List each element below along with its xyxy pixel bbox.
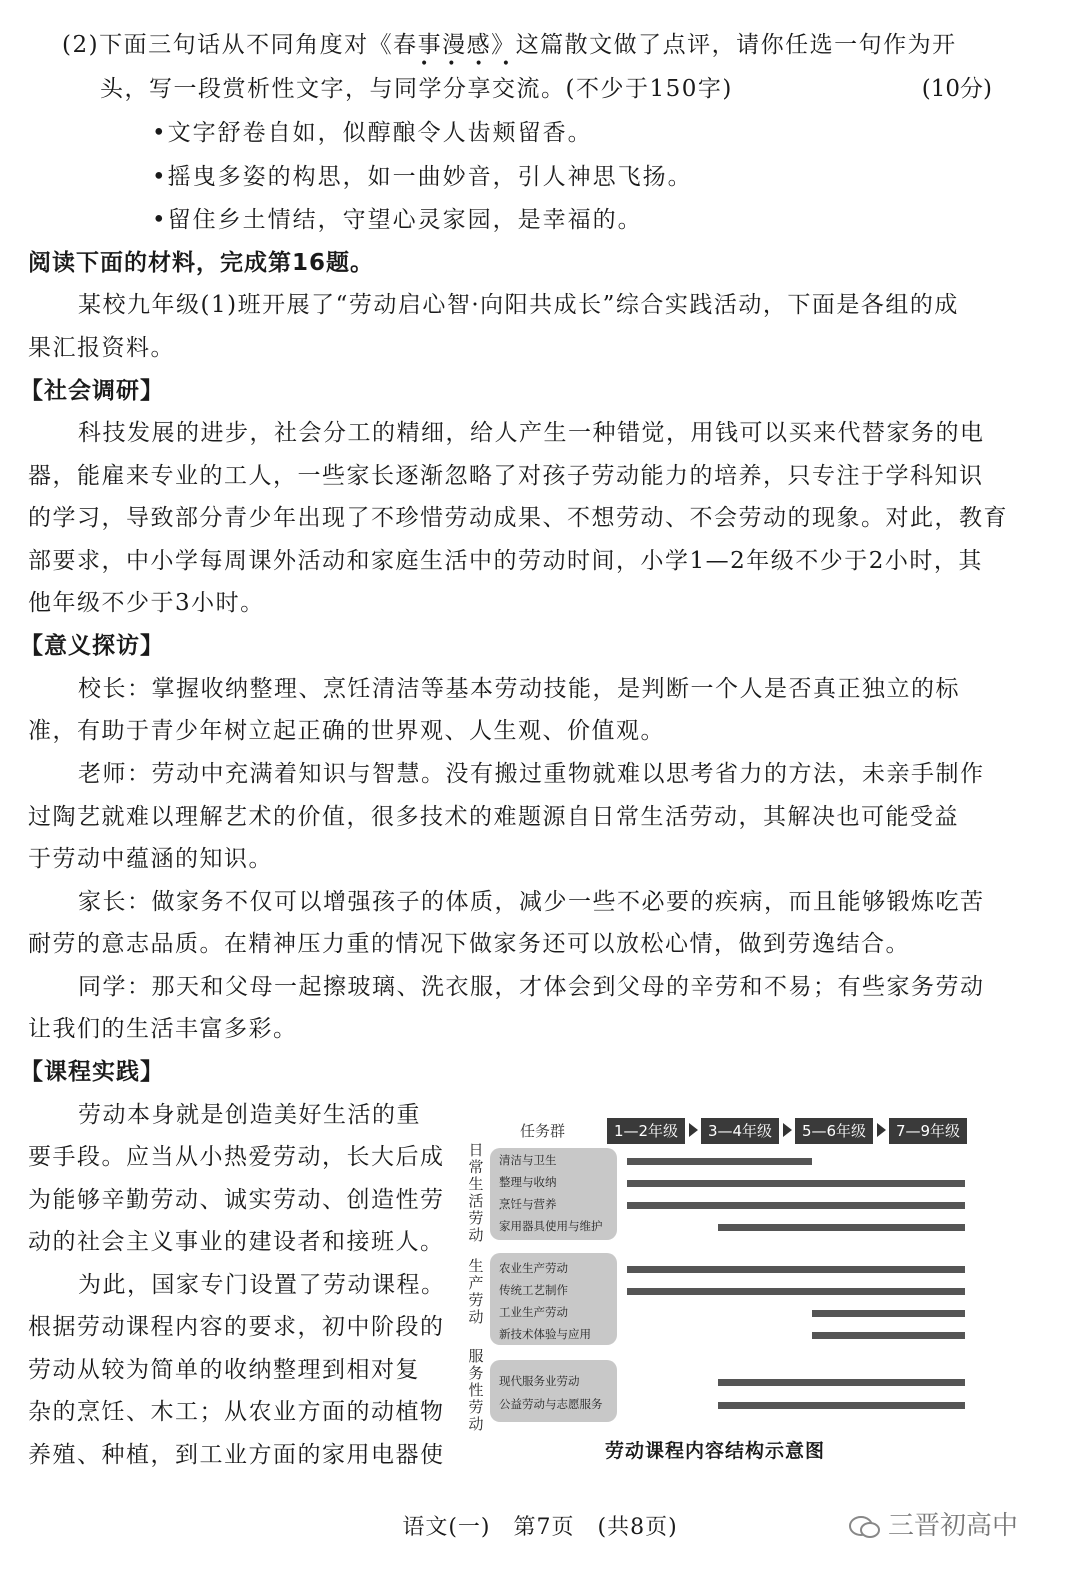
practice-line-6: 根据劳动课程内容的要求，初中阶段的 [28, 1314, 445, 1340]
gantt-bar [627, 1288, 965, 1295]
watermark-text: 三晋初高中 [888, 1511, 1019, 1541]
intro-line-2: 果汇报资料。 [28, 335, 175, 361]
task-label: 公益劳动与志愿服务 [499, 1397, 603, 1411]
survey-line-4: 部要求，中小学每周课外活动和家庭生活中的劳动时间，小学1—2年级不少于2小时，其 [28, 548, 983, 574]
interview-line-6: 家长：做家务不仅可以增强孩子的体质，减少一些不必要的疾病，而且能够锻炼吃苦 [78, 889, 985, 915]
wechat-icon [848, 1515, 882, 1539]
practice-title: 【课程实践】 [20, 1059, 164, 1085]
grade-label-2: 3—4年级 [701, 1118, 779, 1144]
interview-line-5: 于劳动中蕴涵的知识。 [28, 846, 273, 872]
gantt-bar [812, 1310, 965, 1317]
intro-line-1: 某校九年级(1)班开展了“劳动启心智·向阳共成长”综合实践活动，下面是各组的成 [78, 292, 959, 318]
task-label: 整理与收纳 [499, 1175, 557, 1189]
practice-line-3: 为能够辛勤劳动、诚实劳动、创造性劳 [28, 1187, 445, 1213]
arrow-icon [877, 1123, 886, 1137]
interview-line-8: 同学：那天和父母一起擦玻璃、洗衣服，才体会到父母的辛劳和不易；有些家务劳动 [78, 974, 985, 1000]
task-group-header: 任务群 [520, 1122, 566, 1140]
grade-label-3: 5—6年级 [795, 1118, 873, 1144]
question-score: (10分) [921, 76, 992, 102]
practice-line-8: 杂的烹饪、木工；从农业方面的动植物 [28, 1399, 445, 1425]
task-label: 农业生产劳动 [499, 1261, 568, 1275]
interview-line-7: 耐劳的意志品质。在精神压力重的情况下做家务还可以放松心情，做到劳逸结合。 [28, 931, 910, 957]
arrow-icon [783, 1123, 792, 1137]
gantt-bar [718, 1379, 965, 1386]
practice-line-9: 养殖、种植，到工业方面的家用电器使 [28, 1442, 445, 1468]
practice-line-1: 劳动本身就是创造美好生活的重 [78, 1102, 421, 1128]
interview-title: 【意义探访】 [20, 633, 164, 659]
group-title-daily: 日 常 生 活 劳 动 [468, 1141, 484, 1244]
survey-line-3: 的学习，导致部分青少年出现了不珍惜劳动成果、不想劳动、不会劳动的现象。对此，教育 [28, 505, 1008, 531]
survey-line-5: 他年级不少于3小时。 [28, 590, 265, 616]
question-line-1: (2)下面三句话从不同角度对《春事漫感》这篇散文做了点评，请你任选一句作为开 [62, 32, 957, 58]
gantt-bar [627, 1180, 965, 1187]
gantt-bar [718, 1224, 965, 1231]
arrow-icon [689, 1123, 698, 1137]
task-label: 工业生产劳动 [499, 1305, 568, 1319]
labor-course-diagram [465, 1112, 975, 1472]
practice-line-4: 动的社会主义事业的建设者和接班人。 [28, 1229, 445, 1255]
task-label: 烹饪与营养 [499, 1197, 557, 1211]
interview-line-4: 过陶艺就难以理解艺术的价值，很多技术的难题源自日常生活劳动，其解决也可能受益 [28, 804, 959, 830]
grade-label-1: 1—2年级 [607, 1118, 685, 1144]
task-label: 传统工艺制作 [499, 1283, 568, 1297]
practice-line-2: 要手段。应当从小热爱劳动，长大后成 [28, 1144, 445, 1170]
page-footer: 语文(一) 第7页 (共8页) [402, 1515, 678, 1540]
bullet-1: •文字舒卷自如，似醇酿令人齿颊留香。 [152, 120, 593, 146]
group-title-service: 服 务 性 劳 动 [468, 1347, 484, 1433]
survey-line-2: 器，能雇来专业的工人，一些家长逐渐忽略了对孩子劳动能力的培养，只专注于学科知识 [28, 463, 984, 489]
task-label: 现代服务业劳动 [499, 1374, 580, 1388]
group-title-production: 生 产 劳 动 [468, 1257, 484, 1326]
interview-line-1: 校长：掌握收纳整理、烹饪清洁等基本劳动技能，是判断一个人是否真正独立的标 [78, 676, 960, 702]
survey-line-1: 科技发展的进步，社会分工的精细，给人产生一种错觉，用钱可以买来代替家务的电 [78, 420, 985, 446]
survey-title: 【社会调研】 [20, 378, 164, 404]
task-label: 清洁与卫生 [499, 1153, 557, 1167]
instruction: 阅读下面的材料，完成第16题。 [28, 250, 375, 276]
group-box-service [490, 1360, 617, 1422]
interview-line-2: 准，有助于青少年树立起正确的世界观、人生观、价值观。 [28, 718, 665, 744]
gantt-bar [627, 1266, 965, 1273]
interview-line-9: 让我们的生活丰富多彩。 [28, 1016, 298, 1042]
question-line-2: 头，写一段赏析性文字，与同学分享交流。(不少于150字) [100, 76, 733, 102]
bullet-3: •留住乡土情结，守望心灵家园，是幸福的。 [152, 207, 643, 233]
emphasis-dots: •••• [420, 56, 530, 72]
watermark [848, 1505, 1018, 1542]
bullet-2: •摇曳多姿的构思，如一曲妙音，引人神思飞扬。 [152, 164, 693, 190]
gantt-bar [627, 1158, 812, 1165]
task-label: 新技术体验与应用 [499, 1327, 591, 1341]
gantt-bar [627, 1202, 965, 1209]
diagram-caption: 劳动课程内容结构示意图 [605, 1440, 826, 1462]
practice-line-5: 为此，国家专门设置了劳动课程。 [78, 1272, 446, 1298]
gantt-bar [718, 1402, 965, 1409]
task-label: 家用器具使用与维护 [499, 1219, 603, 1233]
grade-label-4: 7—9年级 [889, 1118, 967, 1144]
interview-line-3: 老师：劳动中充满着知识与智慧。没有搬过重物就难以思考省力的方法，未亲手制作 [78, 761, 985, 787]
gantt-bar [812, 1332, 965, 1339]
practice-line-7: 劳动从较为简单的收纳整理到相对复 [28, 1357, 420, 1383]
